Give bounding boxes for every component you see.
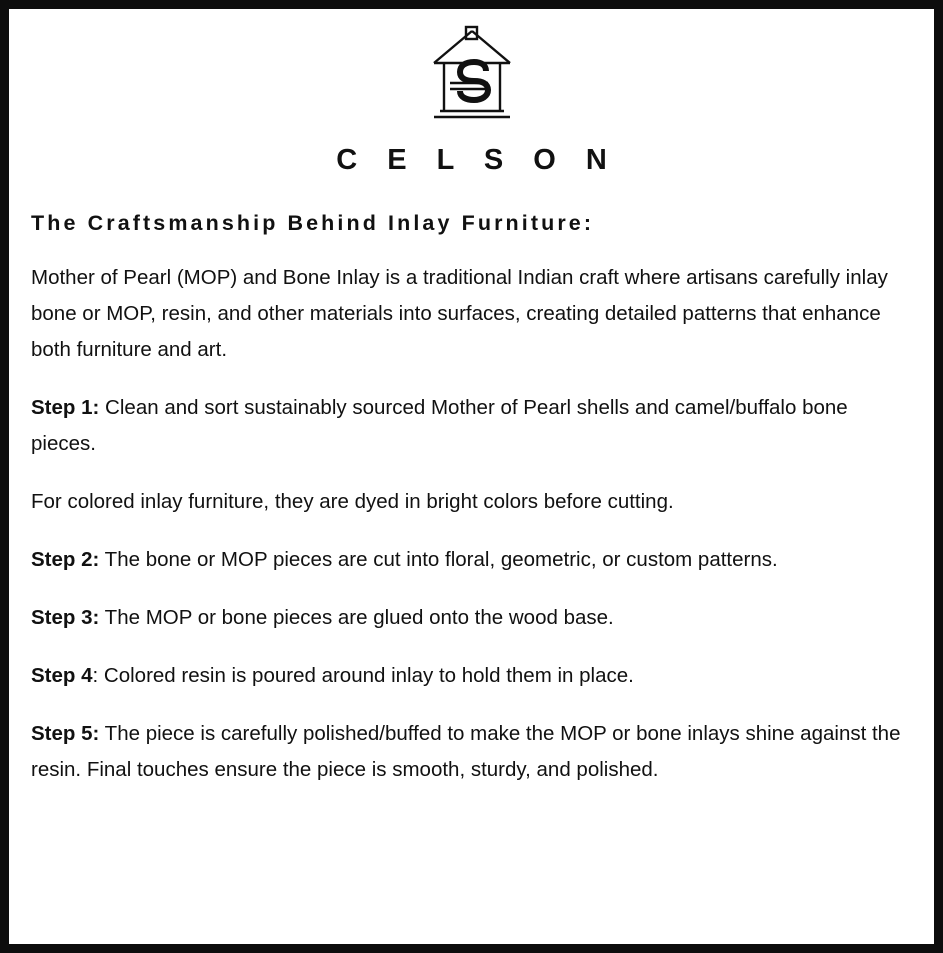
intro-paragraph: Mother of Pearl (MOP) and Bone Inlay is a traditional Indian craft where artisans carefully inlay bone or MOP, resin, and other materials into surfaces, creating detailed patterns that enhance both furniture and art. [31, 266, 888, 361]
step-text-3: The bone or MOP pieces are cut into floral, geometric, or custom patterns. [99, 548, 778, 571]
step-label-6: Step 5: [31, 722, 100, 745]
step-paragraph-3 [31, 542, 912, 578]
brand-name: C E L S O N [336, 144, 618, 176]
step-text-5: : Colored resin is poured around inlay to hold them in place. [92, 664, 634, 687]
step-paragraph-2 [31, 484, 912, 520]
step-paragraph-6 [31, 716, 912, 788]
step-text-4: The MOP or bone pieces are glued onto the wood base. [99, 606, 614, 629]
step-paragraph-5 [31, 658, 912, 694]
step-label-3: Step 2: [31, 548, 100, 571]
step-label-5: Step 4 [31, 664, 93, 687]
step-label-4: Step 3: [31, 606, 100, 629]
step-paragraph-1 [31, 390, 912, 462]
step-text-1: Clean and sort sustainably sourced Mother of Pearl shells and camel/buffalo bone pieces. [31, 396, 848, 455]
step-label-1: Step 1: [31, 396, 100, 419]
house-monogram-logo-icon [31, 25, 912, 130]
page-title: The Craftsmanship Behind Inlay Furniture: [31, 211, 595, 235]
brand-header [31, 19, 912, 177]
document-body [31, 260, 912, 788]
step-paragraph-4 [31, 600, 912, 636]
step-text-6: The piece is carefully polished/buffed to make the MOP or bone inlays shine against the resin. Final touches ensure the piece is smooth, sturdy, and polished. [31, 722, 901, 781]
step-text-2: For colored inlay furniture, they are dyed in bright colors before cutting. [31, 490, 674, 513]
